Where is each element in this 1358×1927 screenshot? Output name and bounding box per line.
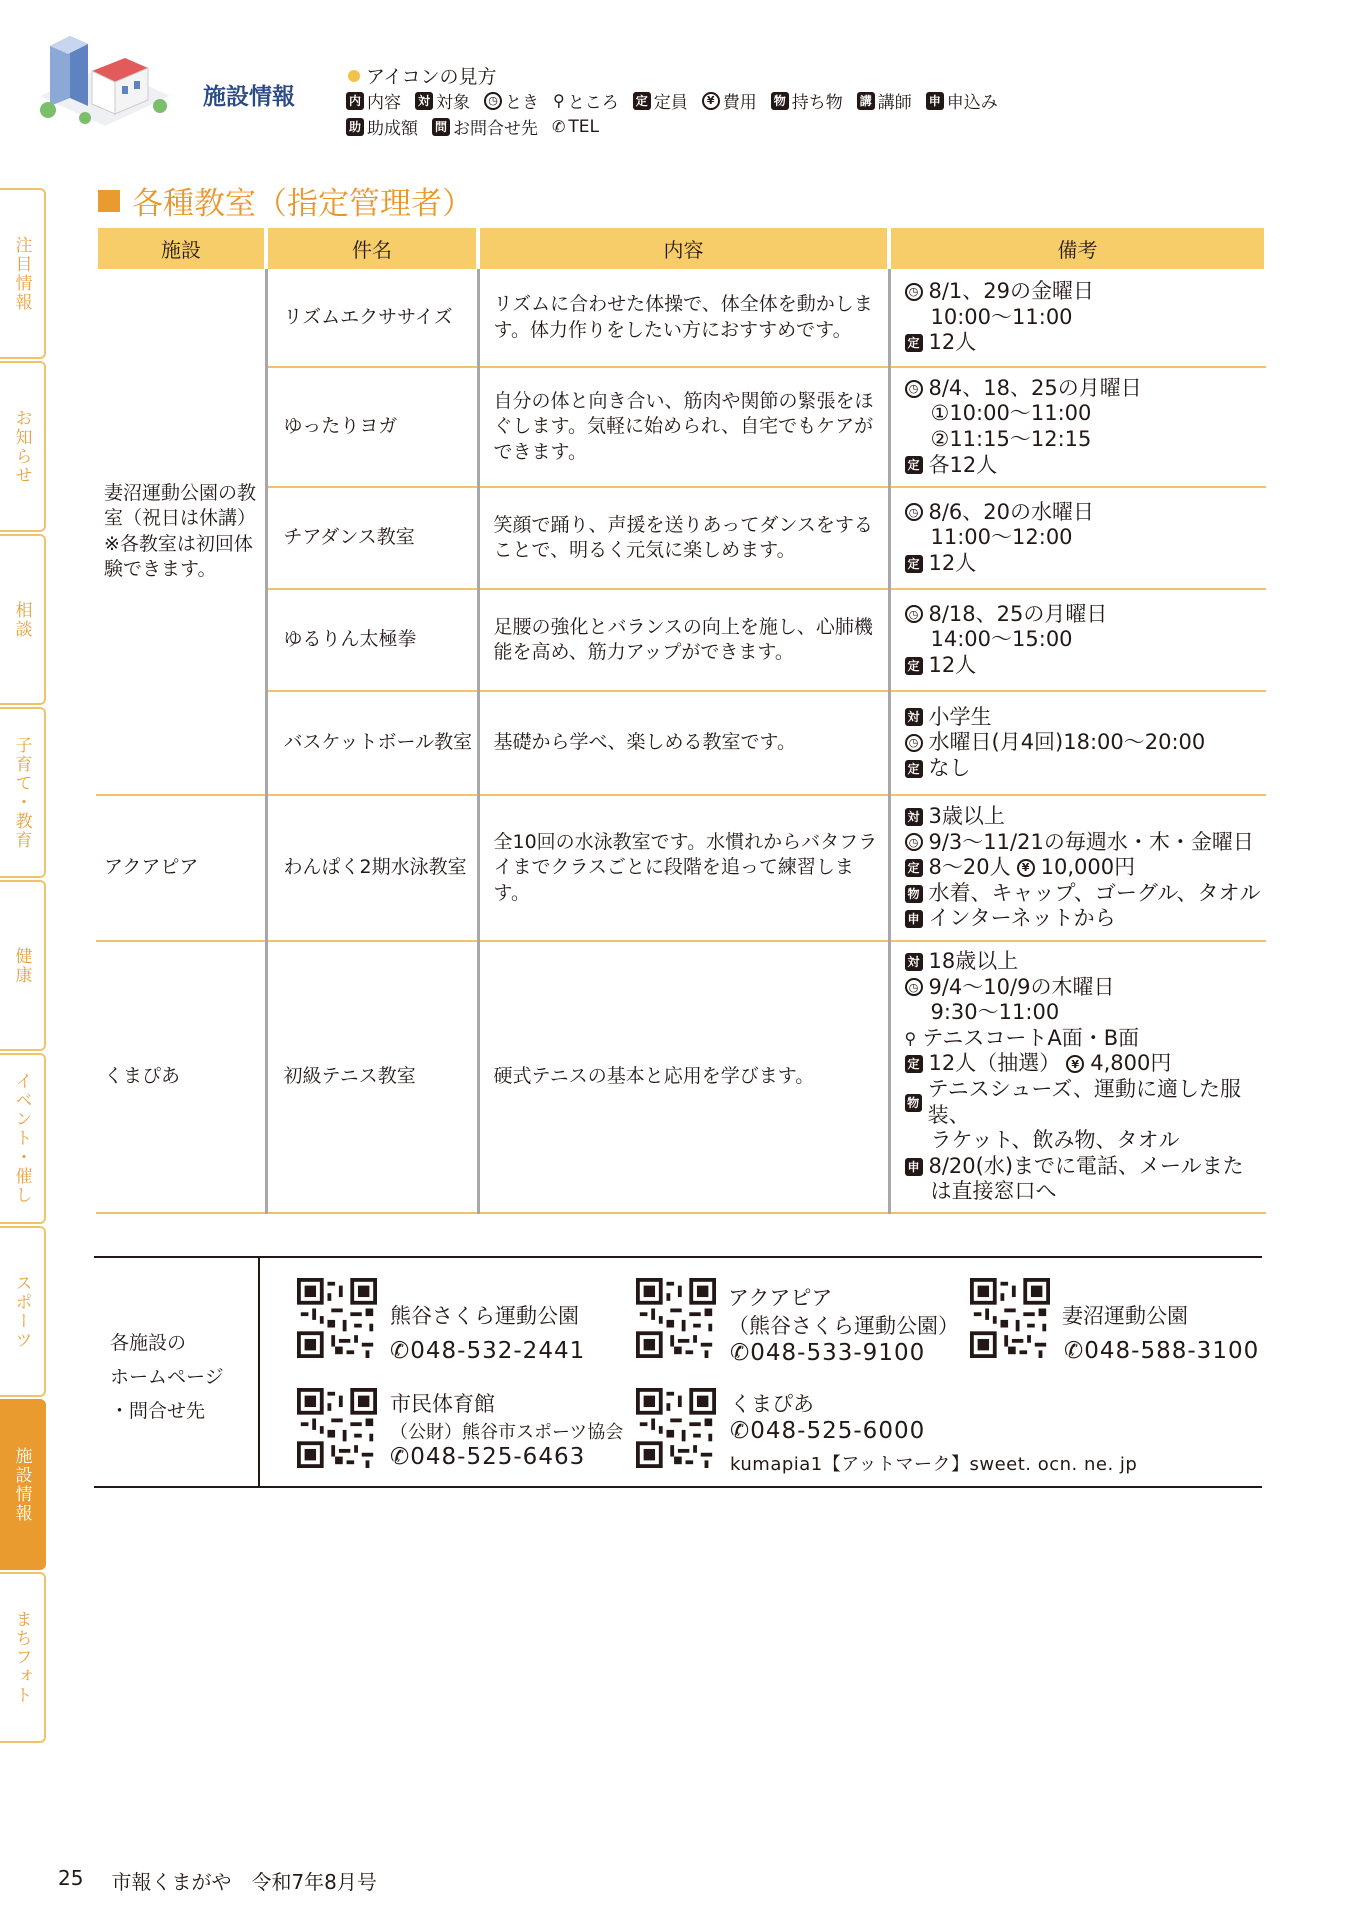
class-name: わんぱく2期水泳教室	[266, 795, 478, 941]
note-text: 水曜日(月4回)18:00〜20:00	[928, 730, 1206, 755]
clock-icon: ◷	[484, 92, 502, 110]
note-text: 3歳以上	[928, 803, 1005, 828]
target-icon: 対	[905, 953, 923, 971]
side-tab-photo[interactable]	[0, 1572, 46, 1743]
label-line: 各施設の	[110, 1332, 187, 1354]
capacity-icon: 定	[633, 92, 651, 110]
tel-number: 048-525-6000	[750, 1418, 926, 1444]
side-tab-sports[interactable]	[0, 1226, 46, 1397]
legend-label: 持ち物	[791, 93, 843, 113]
legend-label: TEL	[568, 116, 600, 137]
contact-name: 市民体育館	[390, 1392, 495, 1416]
note-text: ①10:00〜11:00	[930, 401, 1092, 426]
class-notes	[889, 795, 1266, 941]
side-tab-featured[interactable]	[0, 188, 46, 359]
capacity-icon: 定	[905, 657, 923, 675]
side-tab-label: まちフォト	[11, 1610, 32, 1705]
contacts-box	[94, 1256, 1262, 1488]
subsidy-icon: 助	[346, 118, 364, 136]
qr-code-icon[interactable]	[297, 1278, 377, 1358]
contact-sub: （公財）熊谷市スポーツ協会	[390, 1422, 624, 1443]
note-text: ②11:15〜12:15	[930, 427, 1092, 451]
note-text: ラケット、飲み物、タオル	[930, 1128, 1180, 1153]
class-notes	[889, 589, 1266, 691]
class-notes	[889, 941, 1266, 1213]
note-text: 9/3〜11/21の毎週水・木・金曜日	[928, 829, 1254, 854]
note-text: インターネットから	[928, 906, 1116, 931]
note-text: 18歳以上	[928, 948, 1019, 973]
contacts-label	[110, 1326, 224, 1429]
phone-icon: ✆	[390, 1338, 411, 1364]
qr-code-icon[interactable]	[636, 1388, 716, 1468]
page-number: 25	[58, 1866, 84, 1890]
table-row	[96, 367, 1266, 487]
icon-legend-row-2	[346, 114, 599, 139]
note-text: 8/6、20の水曜日	[928, 499, 1095, 524]
legend-label: 費用	[722, 93, 757, 113]
clock-icon: ◷	[905, 283, 923, 301]
tel-number: 048-588-3100	[1084, 1338, 1260, 1364]
belongings-icon: 物	[905, 885, 923, 903]
page-footer	[58, 1866, 377, 1895]
side-tab-label: 注目情報	[11, 235, 32, 312]
application-icon: 申	[905, 910, 923, 928]
legend-title-text: アイコンの見方	[366, 66, 497, 88]
facility-cell: 妻沼運動公園の教室（祝日は休講）※各教室は初回体験できます。	[96, 269, 266, 795]
contact-tel[interactable]	[730, 1418, 925, 1444]
tel-number: 048-532-2441	[410, 1338, 586, 1364]
clock-icon: ◷	[905, 605, 923, 623]
clock-icon: ◷	[905, 503, 923, 521]
inquiry-icon: 問	[432, 118, 450, 136]
yen-icon: ¥	[1017, 859, 1035, 877]
note-text: 8/20(水)までに電話、メールまた	[928, 1153, 1244, 1178]
side-tab-nav	[0, 188, 46, 1745]
note-text: 12人	[928, 550, 977, 575]
bullet-icon	[348, 70, 360, 82]
instructor-icon: 講	[857, 92, 875, 110]
legend-label: 講師	[877, 93, 912, 113]
note-text: 8/4、18、25の月曜日	[928, 375, 1142, 400]
capacity-icon: 定	[905, 555, 923, 573]
class-desc: 笑顔で踊り、声援を送りあってダンスをすることで、明るく元気に楽しめます。	[478, 487, 889, 589]
note-text: は直接窓口へ	[930, 1179, 1057, 1204]
legend-label: 助成額	[367, 119, 418, 139]
class-notes	[889, 367, 1266, 487]
class-name: ゆったりヨガ	[266, 367, 478, 487]
table-row	[96, 589, 1266, 691]
contact-sub: （熊谷さくら運動公園）	[728, 1314, 959, 1338]
note-text: 8/1、29の金曜日	[928, 279, 1095, 304]
contact-name: アクアピア	[728, 1286, 833, 1310]
section-label: 施設情報	[203, 84, 295, 110]
clock-icon: ◷	[905, 978, 923, 996]
target-icon: 対	[415, 92, 433, 110]
phone-icon: ✆	[1064, 1338, 1085, 1364]
side-tab-label: 施設情報	[11, 1446, 32, 1523]
class-desc: 全10回の水泳教室です。水慣れからバタフライまでクラスごとに段階を追って練習します。	[478, 795, 889, 941]
contact-name: くまぴあ	[730, 1392, 814, 1416]
side-tab-childcare[interactable]	[0, 707, 46, 878]
contact-name: 妻沼運動公園	[1062, 1304, 1188, 1328]
header-notes: 備考	[889, 228, 1266, 269]
side-tab-news[interactable]	[0, 361, 46, 532]
header-content: 内容	[478, 228, 889, 269]
note-text: 14:00〜15:00	[930, 627, 1073, 652]
target-icon: 対	[905, 708, 923, 726]
class-desc: 硬式テニスの基本と応用を学びます。	[478, 941, 889, 1213]
clock-icon: ◷	[905, 734, 923, 752]
contact-tel[interactable]	[390, 1444, 585, 1470]
class-desc: 自分の体と向き合い、筋肉や関節の緊張をほぐします。気軽に始められ、自宅でもケアができます。	[478, 367, 889, 487]
section-title	[98, 178, 473, 223]
table-row	[96, 691, 1266, 795]
location-pin-icon: ⚲	[553, 90, 565, 110]
publication-name: 市報くまがや 令和7年8月号	[111, 1870, 377, 1894]
qr-code-icon[interactable]	[636, 1278, 716, 1358]
buildings-illustration	[30, 26, 180, 136]
note-text: 10,000円	[1040, 855, 1136, 880]
capacity-icon: 定	[905, 1055, 923, 1073]
divider	[258, 1258, 260, 1486]
icon-legend-row-1	[346, 88, 998, 113]
note-text: 4,800円	[1090, 1051, 1172, 1076]
table-header-row	[96, 228, 1266, 269]
side-tab-events[interactable]	[0, 1053, 46, 1224]
side-tab-label: 子育て・教育	[11, 735, 32, 850]
phone-icon: ✆	[552, 116, 566, 136]
class-notes	[889, 487, 1266, 589]
label-line: ホームページ	[110, 1366, 224, 1389]
capacity-icon: 定	[905, 456, 923, 474]
legend-label: 内容	[367, 93, 401, 113]
side-tab-label: お知らせ	[11, 408, 32, 485]
table-row	[96, 795, 1266, 941]
note-text: 各12人	[928, 452, 998, 477]
side-tab-label: 相談	[11, 600, 32, 639]
legend-label: ところ	[567, 93, 619, 113]
class-name: ゆるりん太極拳	[266, 589, 478, 691]
qr-code-icon[interactable]	[297, 1388, 377, 1468]
side-tab-label: イベント・催し	[11, 1072, 32, 1205]
application-icon: 申	[905, 1158, 923, 1176]
legend-label: 定員	[653, 93, 688, 113]
clock-icon: ◷	[905, 380, 923, 398]
class-name: バスケットボール教室	[266, 691, 478, 795]
table-row	[96, 487, 1266, 589]
note-text: 12人	[928, 652, 977, 677]
capacity-icon: 定	[905, 859, 923, 877]
side-tab-consult[interactable]	[0, 534, 46, 705]
capacity-icon: 定	[905, 334, 923, 352]
class-name: リズムエクササイズ	[266, 269, 478, 367]
note-text: 12人（抽選）	[928, 1051, 1061, 1076]
note-text: 水着、キャップ、ゴーグル、タオル	[928, 880, 1261, 905]
clock-icon: ◷	[905, 833, 923, 851]
facility-cell: くまぴあ	[96, 941, 266, 1213]
yen-icon: ¥	[702, 92, 720, 110]
qr-code-icon[interactable]	[970, 1278, 1050, 1358]
phone-icon: ✆	[730, 1340, 751, 1366]
note-text: 8〜20人	[928, 855, 1011, 880]
class-desc: 足腰の強化とバランスの向上を施し、心肺機能を高め、筋力アップができます。	[478, 589, 889, 691]
yen-icon: ¥	[1066, 1055, 1084, 1073]
contact-tel[interactable]	[730, 1340, 925, 1366]
class-name: 初級テニス教室	[266, 941, 478, 1213]
note-text: 小学生	[928, 704, 992, 729]
class-notes	[889, 269, 1266, 367]
location-pin-icon: ⚲	[904, 1028, 917, 1048]
contact-tel[interactable]	[390, 1338, 585, 1364]
side-tab-health[interactable]	[0, 880, 46, 1051]
note-text: 9/4〜10/9の木曜日	[928, 974, 1115, 999]
label-line: ・問合せ先	[110, 1400, 206, 1423]
header-title: 件名	[266, 228, 478, 269]
capacity-icon: 定	[905, 760, 923, 778]
classes-table	[94, 228, 1268, 1214]
icon-legend-title	[348, 62, 497, 89]
contact-email[interactable]: kumapia1【アットマーク】sweet. ocn. ne. jp	[730, 1454, 1138, 1475]
content-icon: 内	[346, 92, 364, 110]
note-text: 11:00〜12:00	[930, 525, 1073, 550]
facility-cell: アクアピア	[96, 795, 266, 941]
note-text: テニスコートA面・B面	[922, 1025, 1140, 1050]
class-desc: 基礎から学べ、楽しめる教室です。	[478, 691, 889, 795]
table-row	[96, 269, 1266, 367]
belongings-icon: 物	[771, 92, 789, 110]
class-desc: リズムに合わせた体操で、体全体を動かします。体力作りをしたい方におすすめです。	[478, 269, 889, 367]
contact-tel[interactable]	[1064, 1338, 1259, 1364]
phone-icon: ✆	[730, 1418, 751, 1444]
legend-label: 申込み	[946, 93, 998, 113]
note-text: 10:00〜11:00	[930, 304, 1073, 329]
table-row	[96, 941, 1266, 1213]
tel-number: 048-525-6463	[410, 1444, 586, 1470]
note-text: テニスシューズ、運動に適した服装、	[927, 1077, 1241, 1127]
phone-icon: ✆	[390, 1444, 411, 1470]
legend-label: お問合せ先	[453, 119, 538, 139]
application-icon: 申	[926, 92, 944, 110]
contact-name: 熊谷さくら運動公園	[390, 1304, 579, 1328]
class-notes	[889, 691, 1266, 795]
note-text: 9:30〜11:00	[930, 1000, 1060, 1025]
legend-label: とき	[505, 93, 539, 113]
section-square-icon	[98, 190, 120, 212]
legend-label: 対象	[436, 93, 470, 113]
section-title-text: 各種教室（指定管理者）	[132, 186, 473, 222]
side-tab-facilities[interactable]	[0, 1399, 46, 1570]
tel-number: 048-533-9100	[750, 1340, 926, 1366]
belongings-icon: 物	[905, 1094, 922, 1112]
note-text: 8/18、25の月曜日	[928, 601, 1108, 626]
note-text: 12人	[928, 330, 977, 355]
note-text: なし	[928, 755, 971, 780]
side-tab-label: 健康	[11, 946, 32, 985]
target-icon: 対	[905, 808, 923, 826]
header-facility: 施設	[96, 228, 266, 269]
class-name: チアダンス教室	[266, 487, 478, 589]
side-tab-label: スポーツ	[11, 1273, 32, 1350]
